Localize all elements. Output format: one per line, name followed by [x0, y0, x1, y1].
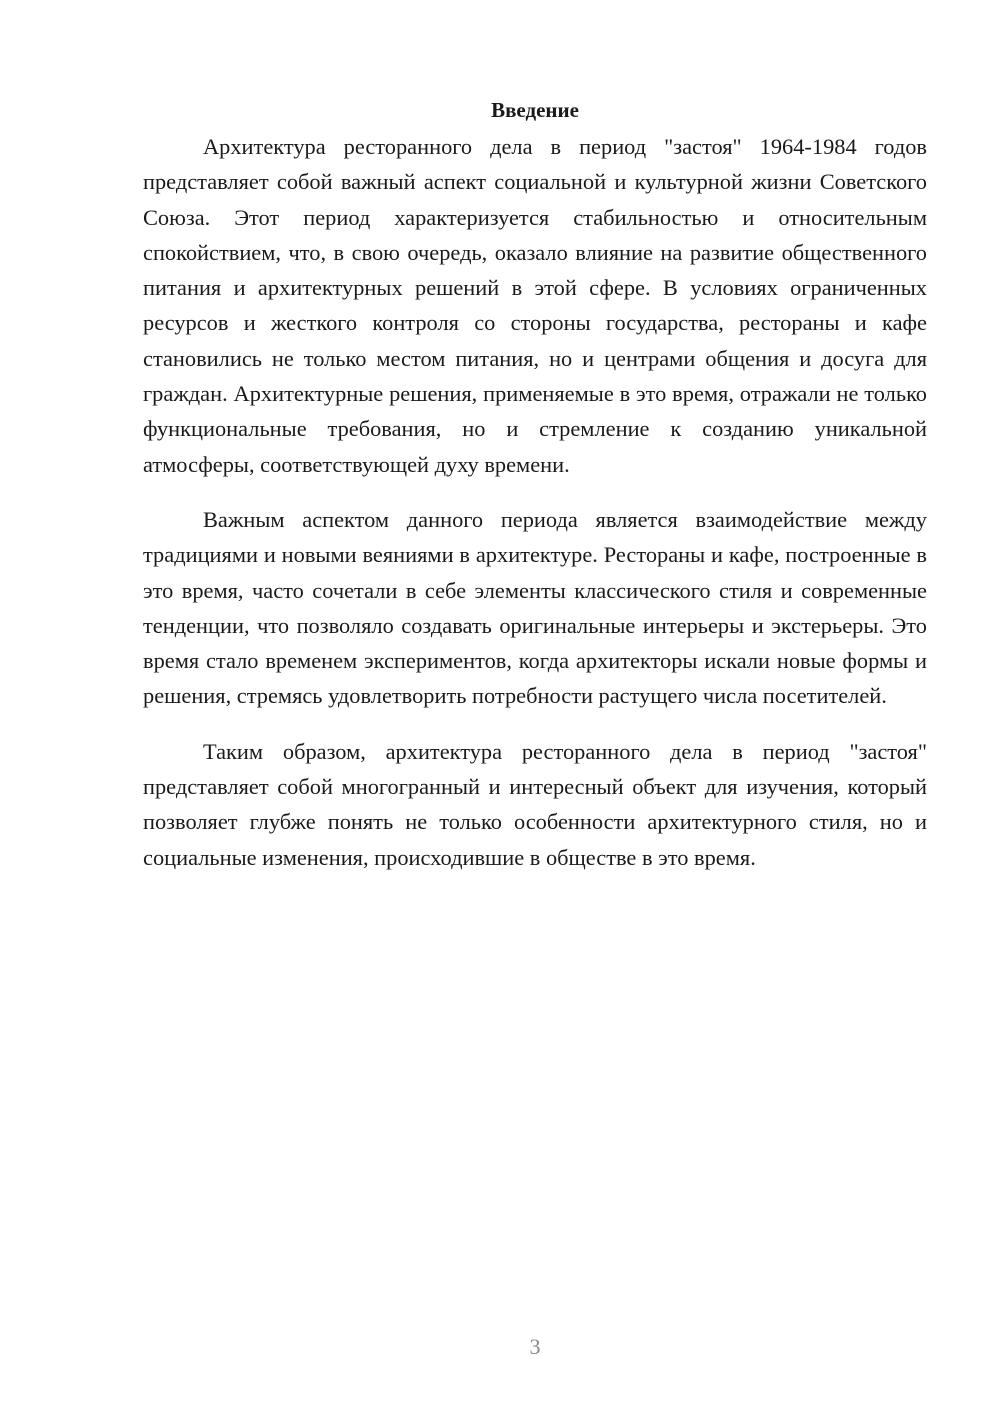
paragraph-3: Таким образом, архитектура ресторанного дела в период "застоя" представляет собой многогранный и интересный объект для изучения, который позволяет глубже понять не только особенности архитектурного стиля, но и социальные изменения, происходившие в обществе в это время.	[143, 738, 927, 870]
page-number: 3	[529, 1334, 541, 1359]
paragraph-2: Важным аспектом данного периода является взаимодействие между традициями и новыми веяниями в архитектуре. Рестораны и кафе, построенные в это время, часто сочетали в себе элементы классического стиля и современные тенденции, что позволяло создавать оригинальные интерьеры и экстерьеры. Это время стало временем экспериментов, когда архитекторы искали новые формы и решения, стремясь удовлетворить потребности растущего числа посетителей.	[143, 506, 927, 709]
paragraph-1: Архитектура ресторанного дела в период "застоя" 1964-1984 годов представляет собой важный аспект социальной и культурной жизни Советского Союза. Этот период характеризуется стабильностью и относительным спокойствием, что, в свою очередь, оказало влияние на развитие общественного питания и архитектурных решений в этой сфере. В условиях ограниченных ресурсов и жесткого контроля со стороны государства, рестораны и кафе становились не только местом питания, но и центрами общения и досуга для граждан. Архитектурные решения, применяемые в это время, отражали не только функциональные требования, но и стремление к созданию уникальной атмосферы, соответствующей духу времени.	[143, 134, 927, 477]
section-heading: Введение	[491, 98, 579, 122]
page-content	[143, 92, 927, 895]
